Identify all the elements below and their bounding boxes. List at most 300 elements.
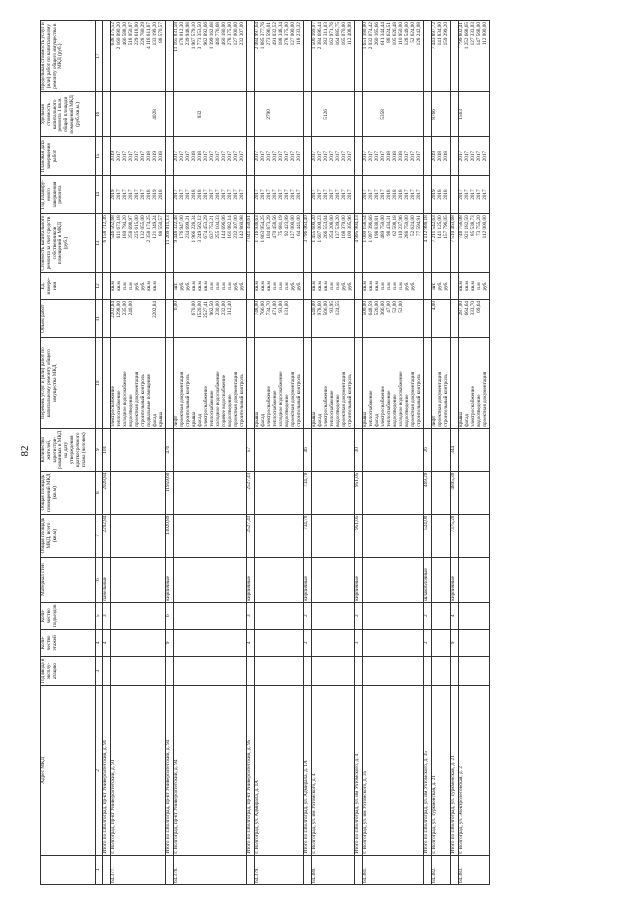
unit-cost-item	[297, 93, 303, 135]
plan-date-item: 2018	[158, 150, 164, 162]
table-body	[103, 21, 490, 885]
cost-item: 100 305,96	[347, 215, 353, 239]
work-item: холодное водоснабжение	[215, 371, 221, 427]
volume-item	[417, 301, 423, 336]
unit-item: кв.м	[266, 281, 272, 291]
work-item: проектная документация	[437, 371, 443, 427]
work-item: фасад	[152, 413, 158, 427]
empty-cell	[459, 629, 490, 656]
floors-cell: 2	[304, 629, 312, 656]
unit-item: руб.	[347, 281, 353, 291]
empty-cell	[111, 557, 166, 602]
cost-item: 127 000,00	[290, 215, 296, 239]
year-item: 2019	[152, 189, 158, 200]
unit-item: кв.м	[191, 281, 197, 291]
lim-list-cell	[174, 21, 247, 92]
empty-cell	[174, 557, 247, 602]
volume-item: 4,00	[431, 301, 437, 311]
empty-cell	[255, 602, 304, 629]
floors-cell: 3	[355, 629, 363, 656]
work-item: электроснабжение	[266, 386, 272, 427]
year-item: 2017	[374, 189, 380, 200]
unit-item: п.м	[386, 282, 392, 290]
plan-date-item: 2017	[173, 150, 179, 162]
unit-item: руб.	[341, 281, 347, 291]
plan-date-item: 2017	[203, 150, 209, 162]
total-label: Итого по г.Волгоград, ул. Туркменская, д. 21	[451, 686, 459, 855]
row-number-cell: 64.382.	[432, 855, 451, 884]
ed-list-cell	[111, 272, 166, 299]
empty-cell	[312, 629, 355, 656]
cost-item: 546 562,68	[110, 215, 116, 239]
works-list-cell	[255, 338, 304, 428]
work-item: холодное водоснабжение	[398, 371, 404, 427]
unit-item: руб.	[134, 281, 140, 291]
lim-list-cell	[255, 21, 304, 92]
volume-item: 366,00	[380, 301, 386, 316]
address-cell: г. Волгоград, ул. им Ухтомского, д. 35	[363, 686, 424, 855]
yr-list-cell	[363, 175, 424, 213]
empty-cell	[312, 428, 355, 471]
pd-list-cell	[255, 137, 304, 175]
work-item: горячее водоснабжение	[221, 374, 227, 427]
work-item: фасад	[197, 413, 203, 427]
column-number: 7	[96, 514, 103, 557]
unit-item: п.м	[284, 282, 290, 290]
work-item: фасад	[374, 413, 380, 427]
plan-date-item: 2018	[392, 150, 398, 162]
year-item: 2017	[476, 189, 482, 200]
unit-item: п.м	[329, 282, 335, 290]
cost-item: 470 458,56	[272, 215, 278, 239]
cost-item: 141 125,00	[437, 215, 443, 239]
work-item: строительный контроль	[185, 374, 191, 427]
yr-list-cell	[459, 175, 490, 213]
cost-item: 88 550,57	[158, 215, 164, 236]
empty-cell	[255, 629, 304, 656]
address-cell: г. Волгоград, ул. Туркменская, д. 21	[432, 686, 451, 855]
year-item: 2017	[239, 189, 245, 200]
work-item: проектная документация	[290, 371, 296, 427]
plan-date-item: 2017	[233, 150, 239, 162]
column-number: 10	[96, 338, 103, 428]
limit-cost-item: 1 885 377,76	[260, 22, 266, 50]
work-item: водоотведение	[476, 394, 482, 427]
wall-material-cell: кирпичные	[166, 557, 174, 602]
empty-cell	[255, 471, 304, 514]
table-row	[111, 21, 166, 885]
plan-date-item: 2017	[335, 150, 341, 162]
column-number: 6	[96, 557, 103, 602]
address-cell: г. Волгоград, пр-кт Университетский, д. 94	[174, 686, 247, 855]
limit-cost-item: 127 000,00	[290, 22, 296, 46]
cost-list-cell	[312, 214, 355, 273]
cost-item: 92 423,99	[284, 215, 290, 236]
limit-cost-item: 128 549,00	[404, 22, 410, 46]
plan-date-item: 2017	[341, 150, 347, 162]
year-item: 2017	[209, 189, 215, 200]
residents-cell: 30	[355, 428, 363, 471]
empty-cell	[174, 514, 247, 557]
year-item: 2017	[173, 189, 179, 200]
plan-date-item: 2017	[476, 150, 482, 162]
plan-date-item: 2017	[458, 150, 464, 162]
row-number-cell: 64.377.	[111, 855, 166, 884]
column-header: Плановая дата завершения работ	[41, 137, 96, 175]
cost-list-cell	[459, 214, 490, 273]
empty-cell	[255, 514, 304, 557]
cost-item: 198 838,81	[374, 215, 380, 239]
uc-list-cell	[255, 92, 304, 137]
header-row	[41, 21, 96, 885]
total-cost-cell: 4 995 904,13	[355, 214, 363, 273]
table-row	[312, 21, 355, 885]
uc-list-cell	[312, 92, 355, 137]
year-item: 2017	[254, 189, 260, 200]
volume-item: 566,00	[323, 301, 329, 316]
column-header: Коли-чество подъездов	[41, 602, 96, 629]
volume-item: 69,64	[476, 301, 482, 313]
address-cell: г. Волгоград, ул. им Ухтомского, д. 4	[312, 686, 355, 855]
empty-cell	[111, 514, 166, 557]
year-item: 2017	[128, 189, 134, 200]
row-number-cell: 64.380.	[312, 855, 355, 884]
limit-cost-item: 133 199,20	[152, 22, 158, 46]
year-item: 2017	[260, 189, 266, 200]
empty-cell	[432, 514, 451, 557]
plan-date-item: 2017	[410, 150, 416, 162]
year-item: 2017	[122, 189, 128, 200]
empty-cell	[111, 656, 166, 685]
unit-item: кв.м	[374, 281, 380, 291]
total-cost-cell: 6 158 712,36	[103, 214, 111, 273]
empty-cell	[111, 602, 166, 629]
empty-cell	[174, 656, 247, 685]
column-header: Год планиру-емого завершения ремонта	[41, 175, 96, 213]
unit-cost-item: 8766	[431, 109, 437, 120]
year-cell	[103, 656, 111, 685]
unit-item: п.м	[272, 282, 278, 290]
empty-cell	[304, 92, 312, 137]
limit-cost-item: 105 626,48	[392, 22, 398, 46]
unit-cost-item	[483, 93, 489, 135]
empty-cell	[432, 629, 451, 656]
year-item: 2017	[272, 189, 278, 200]
unit-cost-item: 2790	[266, 109, 272, 120]
plan-date-item: 2017	[374, 150, 380, 162]
limit-cost-item: 112 000,00	[482, 22, 488, 46]
limit-cost-item: 518 050,07	[128, 22, 134, 46]
year-item: 2017	[227, 189, 233, 200]
year-item: 2017	[134, 189, 140, 200]
yr-list-cell	[174, 175, 247, 213]
unit-item: кв.м	[146, 281, 152, 291]
column-header: Объем работ	[41, 300, 96, 338]
work-item: подвальные помещения	[146, 374, 152, 427]
year-item: 2018	[146, 189, 152, 200]
empty-cell	[432, 602, 451, 629]
limit-cost-item: 162 971,76	[329, 22, 335, 46]
cost-item: 52 624,00	[410, 215, 416, 236]
column-header: Общая площадь помещений МКД (кв.м)	[41, 471, 96, 514]
plan-date-item: 2019	[110, 150, 116, 162]
wall-material-cell: кирпичные	[304, 557, 312, 602]
work-item: фасад	[260, 413, 266, 427]
work-item: водоотведение	[227, 394, 233, 427]
cost-item: 180 794,20	[122, 215, 128, 239]
volume-item: 962,50	[209, 301, 215, 316]
limit-cost-item: 178 012,30	[179, 22, 185, 46]
limit-cost-item: 7 443 897,72	[431, 22, 437, 50]
cost-list-cell	[255, 214, 304, 273]
unit-item: кв.м	[458, 281, 464, 291]
pd-list-cell	[312, 137, 355, 175]
uc-list-cell	[432, 92, 451, 137]
year-item: 2017	[335, 189, 341, 200]
volume-item: 734,70	[266, 301, 272, 316]
total-area-cell: 7375,20	[451, 514, 459, 557]
cost-item: 64 441,00	[296, 215, 302, 236]
limit-cost-item: 799 802,41	[458, 22, 464, 46]
empty-cell	[459, 514, 490, 557]
limit-cost-item: 159 299,20	[443, 22, 449, 46]
empty-cell	[312, 557, 355, 602]
plan-date-item: 2017	[116, 150, 122, 162]
premises-area-cell: 11959,60	[166, 471, 174, 514]
limit-cost-item: 1 967 579,10	[191, 22, 197, 50]
volume-item: 333,70	[470, 301, 476, 316]
work-item: лифт	[173, 415, 179, 427]
unit-item: п.м	[380, 282, 386, 290]
empty-cell	[363, 656, 424, 685]
limit-cost-item: 611 344,44	[380, 22, 386, 46]
column-number: 5	[96, 602, 103, 629]
volume-item: 540,00	[311, 301, 317, 316]
cost-item: 611 673,18	[116, 215, 122, 239]
empty-cell	[459, 428, 490, 471]
volume-item: 52,00	[392, 301, 398, 313]
total-area-cell: 13020,89	[166, 514, 174, 557]
limit-cost-item: 232 307,00	[239, 22, 245, 46]
volume-item: 52,00	[398, 301, 404, 313]
total-area-cell: 2527,41	[247, 514, 255, 557]
plan-date-item: 2017	[179, 150, 185, 162]
plan-date-item: 2017	[254, 150, 260, 162]
works-list-cell	[174, 338, 247, 428]
plan-date-item: 2018	[191, 150, 197, 162]
unit-item: руб.	[140, 281, 146, 291]
lim-list-cell	[312, 21, 355, 92]
limit-cost-item: 228 780,29	[140, 22, 146, 46]
cost-item: 112 000,00	[482, 215, 488, 239]
table-row	[363, 21, 424, 885]
table-row	[432, 21, 451, 885]
unit-item: кв.м	[470, 281, 476, 291]
limit-cost-item: 260 165,66	[374, 22, 380, 46]
volume-item: 287,00	[458, 301, 464, 316]
unit-item: кв.м	[464, 281, 470, 291]
limit-cost-item: 141 834,90	[437, 22, 443, 46]
lim-list-cell	[459, 21, 490, 92]
year-item: 2017	[341, 189, 347, 200]
empty-cell	[459, 471, 490, 514]
limit-cost-item: 3 773 353,50	[197, 22, 203, 50]
empty-cell	[247, 92, 255, 137]
work-item: электроснабжение	[470, 386, 476, 427]
premises-area-cell: 2527,41	[247, 471, 255, 514]
work-item: водоотведение	[128, 394, 134, 427]
cost-item: 132 055,00	[140, 215, 146, 239]
year-item: 2017	[323, 189, 329, 200]
work-item: фасад	[464, 413, 470, 427]
cost-item: 489 750,00	[380, 215, 386, 239]
cost-item: 266 553,04	[323, 215, 329, 239]
limit-cost-item: 52 624,00	[410, 22, 416, 43]
work-item: проектная документация	[341, 371, 347, 427]
floors-cell: 4	[103, 629, 111, 656]
year-item: 2018	[197, 189, 203, 200]
plan-date-item: 2017	[380, 150, 386, 162]
unit-item: руб.	[482, 281, 488, 291]
year-cell	[424, 656, 432, 685]
pd-list-cell	[174, 137, 247, 175]
volume-item: 526,00	[374, 301, 380, 316]
year-item: 2017	[416, 189, 422, 200]
cost-item: 1 455 600,20	[311, 215, 317, 243]
limit-cost-item: 128 242,08	[416, 22, 422, 46]
plan-date-item: 2017	[140, 150, 146, 162]
work-item: теплоснабжение	[272, 390, 278, 427]
cost-item: 73 755,20	[476, 215, 482, 236]
plan-date-item: 2017	[416, 150, 422, 162]
cost-item: 637 753,21	[209, 215, 215, 239]
pd-list-cell	[111, 137, 166, 175]
year-item: 2018	[191, 189, 197, 200]
plan-date-item: 2017	[347, 150, 353, 162]
year-item: 2018	[386, 189, 392, 200]
works-list-cell	[111, 338, 166, 428]
plan-date-item: 2017	[362, 150, 368, 162]
year-item: 2017	[179, 189, 185, 200]
volume-item: 93,95	[329, 301, 335, 313]
year-item: 2017	[185, 189, 191, 200]
year-item: 2019	[110, 189, 116, 200]
empty-cell	[459, 602, 490, 629]
total-label: Итого по г.Волгоград, ул. им Ухтомского, д. 35	[424, 686, 432, 855]
plan-date-item: 2018	[386, 150, 392, 162]
volume-item: 2527,41	[203, 301, 209, 318]
unit-item: кв.м	[311, 281, 317, 291]
plan-date-item: 2017	[272, 150, 278, 162]
year-item: 2018	[437, 189, 443, 200]
cost-item: 288 750,00	[404, 215, 410, 239]
year-item: 2017	[404, 189, 410, 200]
empty-cell	[363, 428, 424, 471]
table-row	[459, 21, 490, 885]
pd-list-cell	[363, 137, 424, 175]
cost-item: 137 539,20	[335, 215, 341, 239]
limit-cost-item: 188 348,34	[278, 22, 284, 46]
volume-item: 748,00	[254, 301, 260, 316]
work-item: фасад	[317, 413, 323, 427]
cost-list-cell	[111, 214, 166, 273]
year-item: 2017	[482, 189, 488, 200]
cost-item: 1 863 954,25	[260, 215, 266, 243]
work-item: проектная документация	[179, 371, 185, 427]
wall-material-cell: кирпичные	[451, 557, 459, 602]
limit-cost-item: 278 375,00	[227, 22, 233, 46]
plan-date-item: 2017	[329, 150, 335, 162]
year-cell	[355, 656, 363, 685]
limit-cost-item: 11 165 831,58	[173, 22, 179, 52]
empty-cell	[312, 656, 355, 685]
year-cell	[304, 656, 312, 685]
volume-item: 232,00	[221, 301, 227, 316]
unit-item: кв.м	[362, 281, 368, 291]
year-item: 2017	[464, 189, 470, 200]
work-item: электроснабжение	[203, 386, 209, 427]
entrances-cell: 2	[304, 602, 312, 629]
cost-item: 157 796,05	[443, 215, 449, 239]
cost-item: 62 508,18	[392, 215, 398, 236]
unit-cost-item	[240, 93, 246, 135]
limit-cost-item: 1 500 169,07	[311, 22, 317, 50]
year-item: 2018	[443, 189, 449, 200]
empty-cell	[166, 92, 174, 137]
volume-item	[483, 301, 489, 336]
cost-list-cell	[432, 214, 451, 273]
yr-list-cell	[432, 175, 451, 213]
unit-cost-item: 1563	[458, 109, 464, 120]
work-item: проектная документация	[233, 371, 239, 427]
unit-item: кв.м	[317, 281, 323, 291]
unit-item: шт.	[173, 282, 179, 290]
volume-item: 978,60	[317, 301, 323, 316]
column-number: 4	[96, 629, 103, 656]
cost-item: 9 448 322,48	[173, 215, 179, 243]
work-item: проектная документация	[482, 371, 488, 427]
pd-list-cell	[459, 137, 490, 175]
limit-cost-item: 273 596,01	[266, 22, 272, 46]
volume-item: 471,00	[272, 301, 278, 316]
volume-item	[297, 301, 303, 336]
floors-cell: 9	[166, 629, 174, 656]
uc-list-cell	[363, 92, 424, 137]
column-header: Материал стен	[41, 557, 96, 602]
works-list-cell	[432, 338, 451, 428]
limit-cost-item: 480 776,68	[215, 22, 221, 46]
works-list-cell	[363, 338, 424, 428]
year-item: 2017	[317, 189, 323, 200]
row-number-cell: 64.378.	[174, 855, 247, 884]
limit-cost-item: 962 892,66	[203, 22, 209, 46]
unit-item: руб.	[179, 281, 185, 291]
plan-date-item: 2018	[443, 150, 449, 162]
volume-item: 312,40	[227, 301, 233, 316]
cost-item: 674 453,29	[203, 215, 209, 239]
empty-cell	[174, 471, 247, 514]
residents-cell: 46	[304, 428, 312, 471]
unit-cost-item	[159, 93, 165, 135]
unit-item: п.м	[227, 282, 233, 290]
residents-cell: 57	[247, 428, 255, 471]
residents-cell: 101	[103, 428, 111, 471]
column-header: Стоимость капитального ремонта за счет средств собственников помещений в МКД (руб.)	[41, 214, 96, 273]
floors-cell: 9	[451, 629, 459, 656]
cost-item: 85 538,73	[470, 215, 476, 236]
year-item: 2017	[470, 189, 476, 200]
plan-date-item: 2019	[152, 150, 158, 162]
